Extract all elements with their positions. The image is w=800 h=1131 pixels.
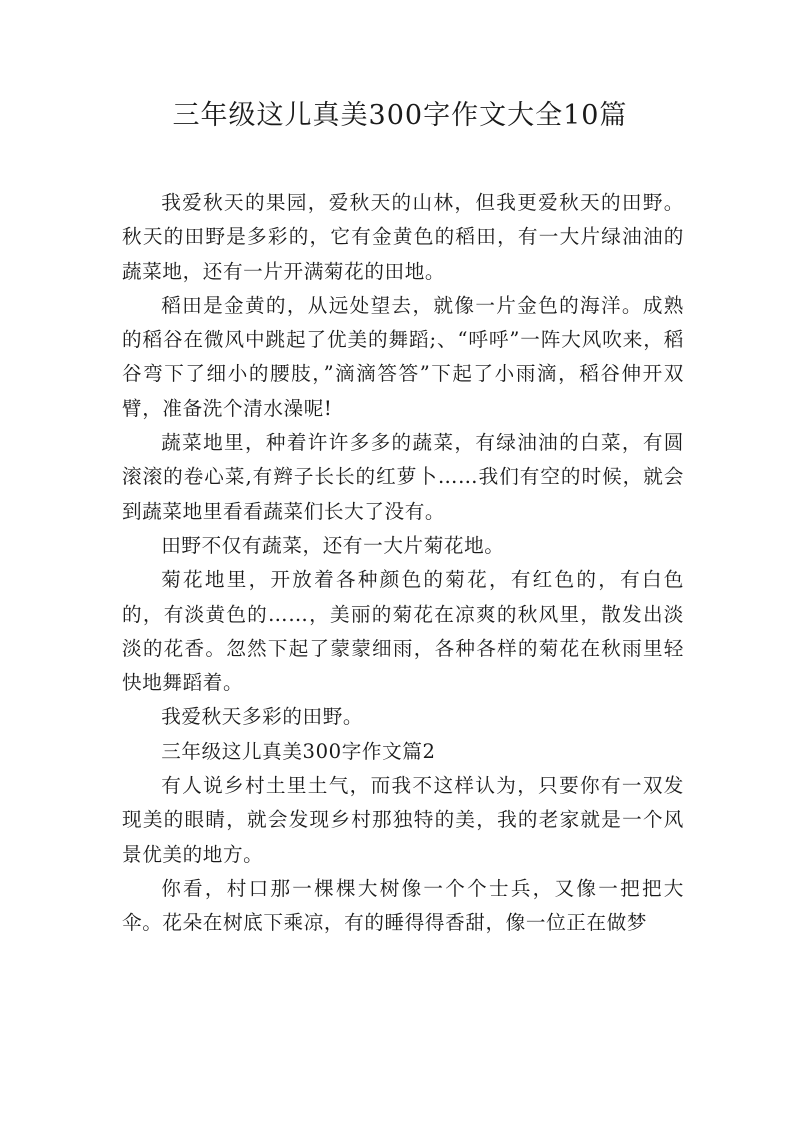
paragraph: 田野不仅有蔬菜，还有一大片菊花地。 <box>161 533 505 557</box>
paragraph: 蔬菜地里，种着许许多多的蔬菜，有绿油油的白菜，有圆滚滚的卷心菜,有辫子长长的红萝卜……我们有空的时候，就会到蔬菜地里看看蔬菜们长大了没有。 <box>122 431 684 523</box>
paragraph: 菊花地里，开放着各种颜色的菊花，有红色的，有白色的，有淡黄色的……，美丽的菊花在凉爽的秋风里，散发出淡淡的花香。忽然下起了蒙蒙细雨，各种各样的菊花在秋雨里轻快地舞蹈着。 <box>122 568 684 695</box>
document-body <box>122 186 684 941</box>
paragraph: 你看，村口那一棵棵大树像一个个士兵，又像一把把大伞。花朵在树底下乘凉，有的睡得得香甜，像一位正在做梦 <box>122 876 684 935</box>
document-title: 三年级这儿真美300字作文大全10篇 <box>172 100 628 131</box>
paragraph: 稻田是金黄的，从远处望去，就像一片金色的海洋。成熟的稻谷在微风中跳起了优美的舞蹈;、“呼呼”一阵大风吹来，稻谷弯下了细小的腰肢，”滴滴答答”下起了小雨滴，稻谷伸开双臂，准备洗个清水澡呢! <box>122 293 684 420</box>
paragraph: 我爱秋天多彩的田野。 <box>161 705 364 729</box>
paragraph: 有人说乡村土里土气，而我不这样认为，只要你有一双发现美的眼睛，就会发现乡村那独特的美，我的老家就是一个风景优美的地方。 <box>122 774 684 866</box>
paragraph: 我爱秋天的果园，爱秋天的山林，但我更爱秋天的田野。秋天的田野是多彩的，它有金黄色的稻田，有一大片绿油油的蔬菜地，还有一片开满菊花的田地。 <box>122 191 684 283</box>
section-heading: 三年级这儿真美300字作文篇2 <box>161 739 436 763</box>
